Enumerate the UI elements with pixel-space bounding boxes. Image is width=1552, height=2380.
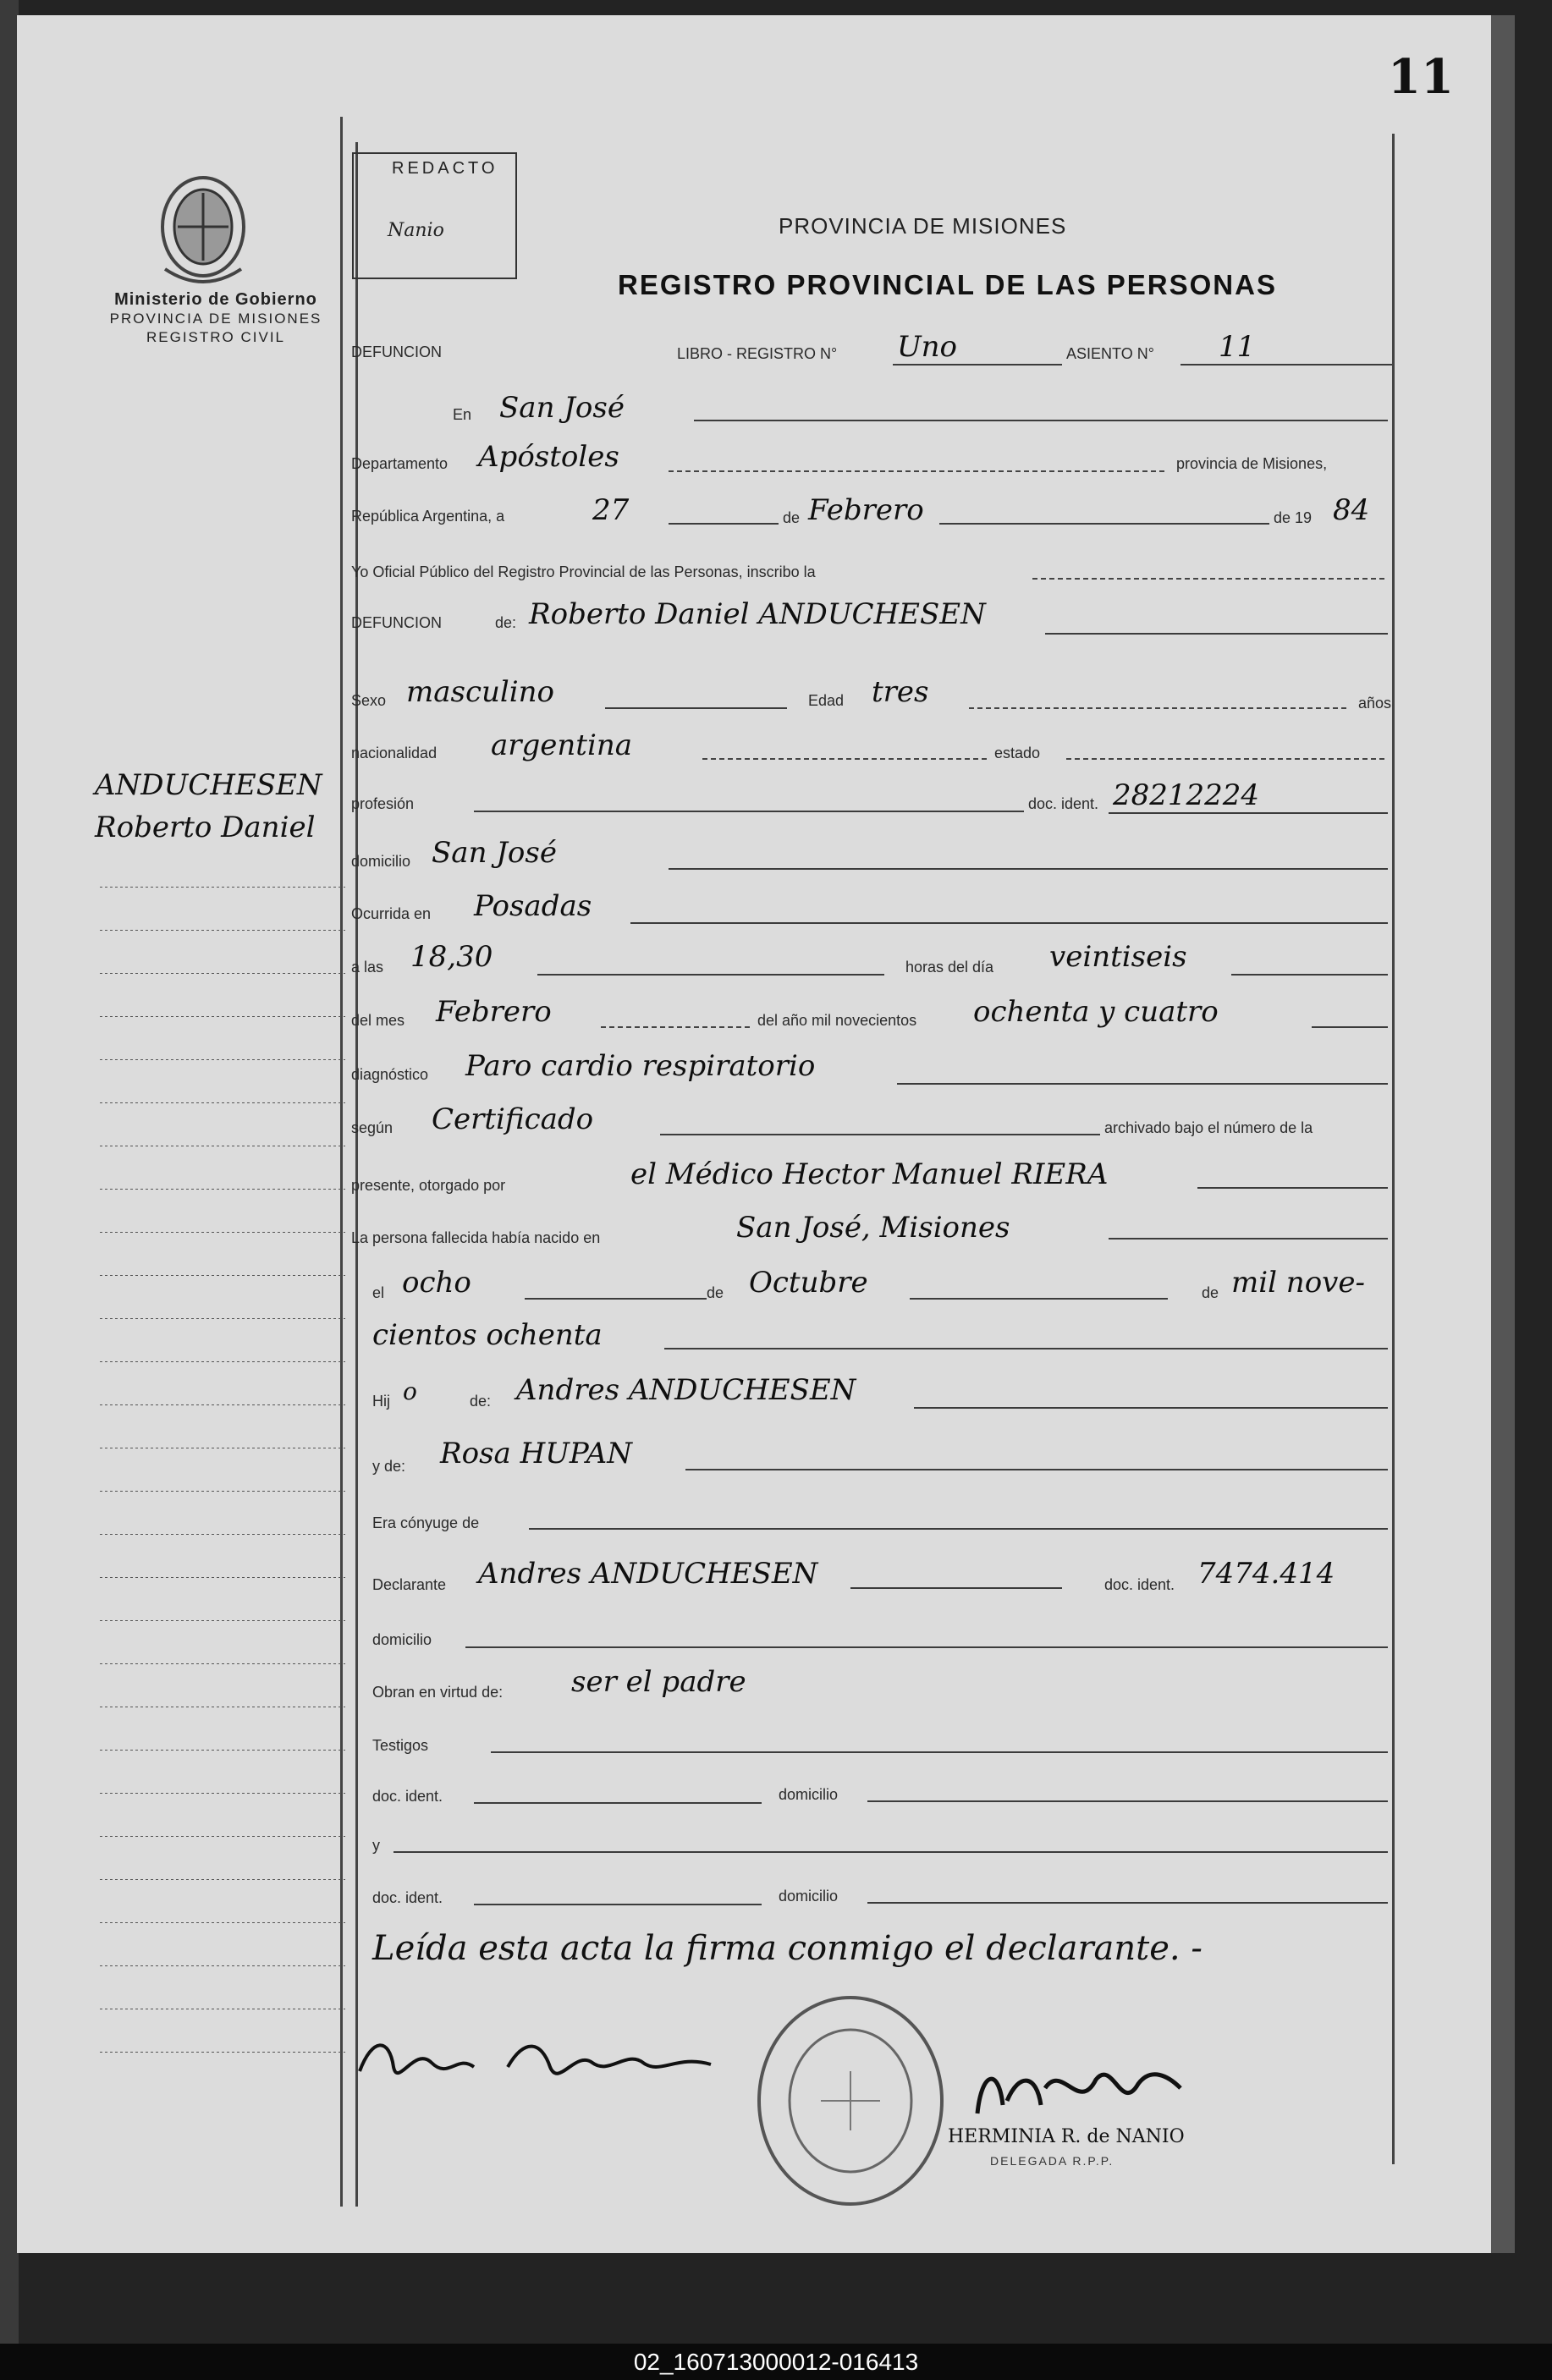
asiento-value: 11 [1219,330,1256,364]
declarante-line [850,1587,1062,1589]
diagnostico-line [897,1083,1388,1085]
nacimiento-de2: de [1202,1284,1219,1301]
en-label: En [453,406,472,423]
presente-label: presente, otorgado por [351,1177,506,1194]
profesion-label: profesión [351,795,415,812]
declarante-doc-label: doc. ident. [1104,1576,1175,1593]
testigo1-doc-line [474,1802,762,1804]
mes-year-words: ochenta y cuatro [973,995,1219,1029]
officer-name: HERMINIA R. de NANIO [948,2126,1185,2147]
fecha-month-line [939,523,1269,525]
hora-value: 18,30 [410,940,493,974]
sexo-value: masculino [406,675,555,709]
profesion-line [474,811,1024,812]
fecha-day: 27 [592,493,630,527]
margin-ruled-line [100,1059,345,1060]
estado-line [1066,758,1388,760]
testigo2-line [394,1851,1388,1853]
margin-surname: ANDUCHESEN [95,768,322,802]
nacimiento-month: Octubre [749,1266,868,1300]
obran-label: Obran en virtud de: [372,1684,504,1701]
libro-value: Uno [897,330,958,364]
margin-ruled-line [100,1879,345,1880]
nacido-value: San José, Misiones [736,1211,1010,1245]
diagnostico-value: Paro cardio respiratorio [465,1049,816,1083]
margin-ruled-line [100,1318,345,1319]
domicilio-line [669,868,1388,870]
departamento-label: Departamento [351,455,449,472]
mes-value: Febrero [436,995,552,1029]
en-value: San José [499,391,625,425]
margin-ruled-line [100,1577,345,1578]
obran-value: ser el padre [571,1665,746,1699]
ocurrida-value: Posadas [474,889,592,923]
fecha-prefix: República Argentina, a [351,508,505,525]
testigo2-dom-line [867,1902,1388,1904]
testigo1-doc-label: doc. ident. [372,1788,443,1805]
testigos-label: Testigos [372,1737,429,1754]
margin-ruled-line [100,1620,345,1621]
margin-ruled-line [100,1534,345,1535]
margin-ruled-line [100,1922,345,1923]
hijo-line [914,1407,1388,1409]
presente-value: el Médico Hector Manuel RIERA [630,1157,1109,1191]
registry-seal-icon [753,1991,948,2211]
fecha-de2: de 19 [1274,509,1313,526]
asiento-label: ASIENTO N° [1066,345,1154,362]
nacido-line [1109,1238,1388,1239]
margin-ruled-line [100,887,345,888]
margin-ruled-line [100,1232,345,1233]
ministry-registry: REGISTRO CIVIL [146,329,286,345]
libro-label: LIBRO - REGISTRO N° [677,345,838,362]
edad-suffix: años [1358,695,1392,712]
libro-line [893,364,1062,366]
margin-ruled-line [100,1836,345,1837]
fecha-year: 84 [1333,493,1370,527]
edad-label: Edad [808,692,845,709]
hora-line [537,974,884,976]
mes-line [601,1026,753,1028]
hora-day: veintiseis [1049,940,1187,974]
asiento-line [1181,364,1392,366]
nacimiento-de1: de [707,1284,724,1301]
defuncion-line [1045,633,1388,635]
hijo-value: Andres ANDUCHESEN [516,1373,856,1407]
redacto-signature: Nanio [388,220,444,241]
segun-label: según [351,1119,394,1136]
margin-ruled-line [100,1663,345,1664]
document-page [17,15,1515,2253]
edad-value: tres [872,675,929,709]
page-number: 11 [1388,49,1454,105]
sexo-line [605,707,787,709]
province-title: PROVINCIA DE MISIONES [779,213,1067,239]
hora-day-line [1231,974,1388,976]
estado-label: estado [994,745,1041,761]
nacido-label: La persona fallecida había nacido en [351,1229,601,1246]
nacionalidad-value: argentina [491,728,633,762]
margin-ruled-line [100,930,345,931]
departamento-suffix: provincia de Misiones, [1176,455,1328,472]
en-line [694,420,1388,421]
segun-suffix: archivado bajo el número de la [1104,1119,1313,1136]
testigo2-doc-line [474,1904,762,1905]
book-binding [0,0,19,2380]
fecha-month: Febrero [808,493,924,527]
hijo-de: de: [470,1393,492,1410]
ministry-name: Ministerio de Gobierno [114,290,317,309]
domicilio-value: San José [432,836,557,870]
ministry-province: PROVINCIA DE MISIONES [109,311,322,327]
nacimiento-day: ocho [402,1266,471,1300]
page-edge [1491,15,1515,2253]
margin-ruled-line [100,2052,345,2053]
declarante-label: Declarante [372,1576,447,1593]
diagnostico-label: diagnóstico [351,1066,429,1083]
hijo-letter: o [403,1377,417,1405]
registry-title: REGISTRO PROVINCIAL DE LAS PERSONAS [618,269,1277,300]
redacto-box [352,152,517,279]
presente-line [1197,1187,1388,1189]
madre-line [685,1469,1388,1470]
margin-ruled-line [100,973,345,974]
doc-ident-value: 28212224 [1113,778,1260,812]
ocurrida-line [630,922,1388,924]
declarante-value: Andres ANDUCHESEN [478,1557,818,1591]
nacimiento-year1: mil nove- [1231,1266,1365,1300]
testigo2-y: y [372,1837,380,1854]
madre-label: y de: [372,1458,406,1475]
oficial-line [1032,578,1388,580]
fecha-de1: de [783,509,801,526]
testigo1-dom-line [867,1800,1388,1802]
margin-given-names: Roberto Daniel [95,811,316,844]
ocurrida-label: Ocurrida en [351,905,432,922]
doc-ident-line [1109,812,1388,814]
doc-ident-label: doc. ident. [1028,795,1099,812]
oficial-text: Yo Oficial Público del Registro Provincial de las Personas, inscribo la [351,563,816,580]
declarant-signature [355,2029,728,2097]
declarante-domicilio-label: domicilio [372,1631,432,1648]
mes-mid: del año mil novecientos [757,1012,917,1029]
margin-ruled-line [100,1275,345,1276]
nacimiento-month-line [910,1298,1168,1300]
testigo2-dom-label: domicilio [779,1888,839,1905]
margin-ruled-line [100,1491,345,1492]
conyuge-label: Era cónyuge de [372,1514,480,1531]
domicilio-label: domicilio [351,853,411,870]
departamento-value: Apóstoles [478,440,619,474]
record-type: DEFUNCION [351,344,442,360]
officer-signature [969,2054,1189,2130]
nacimiento-day-line [525,1298,707,1300]
margin-ruled-line [100,1750,345,1751]
sexo-label: Sexo [351,692,387,709]
margin-ruled-line [100,1965,345,1966]
margin-ruled-line [100,1404,345,1405]
fecha-day-line [669,523,779,525]
coat-of-arms-icon [148,168,258,294]
margin-ruled-line [100,1361,345,1362]
margin-ruled-line [100,1189,345,1190]
segun-line [660,1134,1100,1135]
hora-label: a las [351,959,384,976]
edad-line [969,707,1350,709]
form-left-border [355,142,358,2207]
officer-title: DELEGADA R.P.P. [990,2154,1114,2168]
margin-ruled-line [100,1793,345,1794]
conyuge-line [529,1528,1388,1530]
margin-divider [340,117,343,2207]
margin-ruled-line [100,1016,345,1017]
defuncion-value: Roberto Daniel ANDUCHESEN [529,597,986,631]
departamento-line [669,470,1168,472]
margin-ruled-line [100,1102,345,1103]
nacionalidad-line [702,758,990,760]
redacto-label: REDACTO [392,159,498,178]
form-right-border [1392,134,1395,2164]
ministry-heading [85,290,347,347]
closing-statement: Leída esta acta la firma conmigo el declarante. - [372,1929,1203,1968]
testigos-line [491,1751,1388,1753]
defuncion-label: DEFUNCION [351,614,442,631]
testigo1-dom-label: domicilio [779,1786,839,1803]
mes-year-line [1312,1026,1388,1028]
hijo-label: Hij [372,1393,390,1410]
defuncion-de-label: de: [495,614,517,631]
testigo2-doc-label: doc. ident. [372,1889,443,1906]
nacionalidad-label: nacionalidad [351,745,438,761]
madre-value: Rosa HUPAN [440,1437,632,1470]
declarante-domicilio-line [465,1646,1388,1648]
nacimiento-year2: cientos ochenta [372,1318,603,1352]
declarante-doc-value: 7474.414 [1197,1557,1335,1591]
segun-value: Certificado [432,1102,594,1136]
nacimiento-el: el [372,1284,385,1301]
mes-label: del mes [351,1012,405,1029]
footer-id: 02_160713000012-016413 [0,2344,1552,2380]
hora-suffix: horas del día [905,959,994,976]
nacimiento-year-line [664,1348,1388,1349]
